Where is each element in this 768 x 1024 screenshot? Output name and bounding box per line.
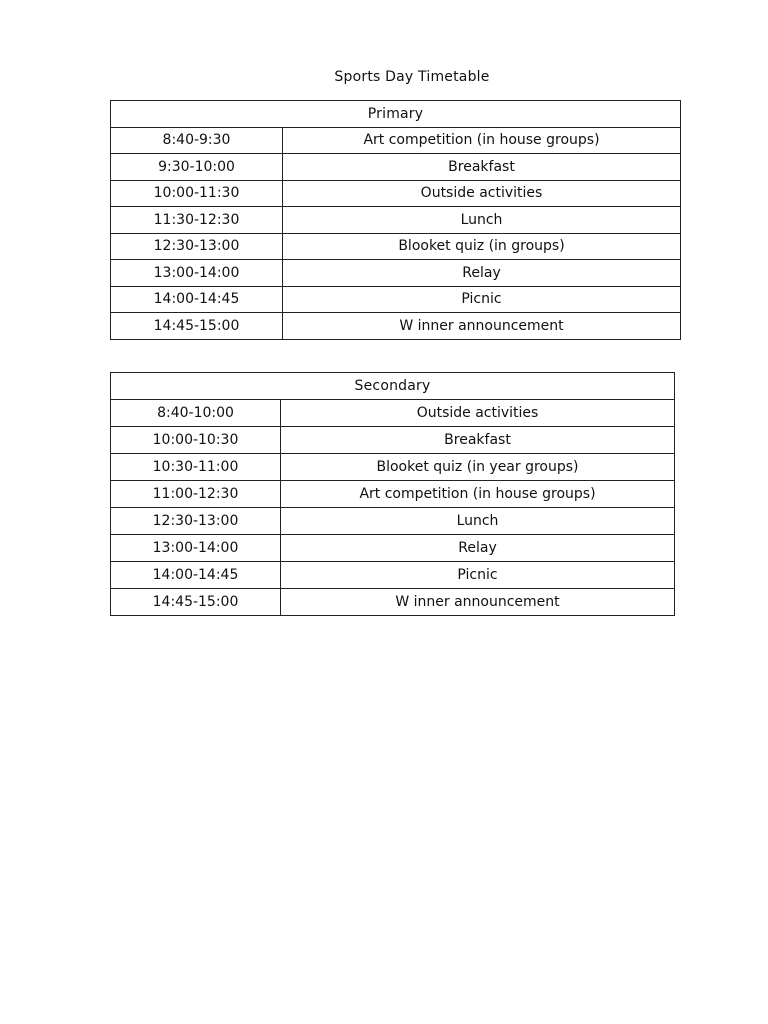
activity-cell: Relay — [281, 535, 675, 562]
activity-cell: Art competition (in house groups) — [281, 481, 675, 508]
time-cell: 13:00-14:00 — [111, 535, 281, 562]
activity-cell: Outside activities — [281, 400, 675, 427]
primary-timetable — [110, 100, 681, 340]
time-cell: 8:40-10:00 — [111, 400, 281, 427]
activity-cell: Blooket quiz (in year groups) — [281, 454, 675, 481]
activity-cell: Relay — [283, 260, 681, 287]
time-cell: 11:00-12:30 — [111, 481, 281, 508]
time-cell: 11:30-12:30 — [111, 207, 283, 234]
time-cell: 14:45-15:00 — [111, 313, 283, 340]
table-row — [111, 481, 675, 508]
table-row — [111, 313, 681, 340]
time-cell: 13:00-14:00 — [111, 260, 283, 287]
time-cell: 12:30-13:00 — [111, 233, 283, 260]
activity-cell: Picnic — [283, 286, 681, 313]
activity-cell: Outside activities — [283, 180, 681, 207]
table-row — [111, 589, 675, 616]
table-header-row — [111, 373, 675, 400]
table-row — [111, 233, 681, 260]
activity-cell: Breakfast — [283, 154, 681, 181]
time-cell: 14:00-14:45 — [111, 286, 283, 313]
activity-cell: W inner announcement — [281, 589, 675, 616]
activity-cell: Art competition (in house groups) — [283, 127, 681, 154]
time-cell: 14:45-15:00 — [111, 589, 281, 616]
table-row — [111, 508, 675, 535]
activity-cell: Lunch — [283, 207, 681, 234]
activity-cell: Lunch — [281, 508, 675, 535]
table-row — [111, 127, 681, 154]
table-row — [111, 535, 675, 562]
table-row — [111, 180, 681, 207]
time-cell: 12:30-13:00 — [111, 508, 281, 535]
time-cell: 10:00-10:30 — [111, 427, 281, 454]
activity-cell: Blooket quiz (in groups) — [283, 233, 681, 260]
document-title: Sports Day Timetable — [334, 69, 490, 85]
primary-heading: Primary — [111, 101, 681, 128]
table-row — [111, 207, 681, 234]
time-cell: 10:00-11:30 — [111, 180, 283, 207]
time-cell: 14:00-14:45 — [111, 562, 281, 589]
table-row — [111, 286, 681, 313]
time-cell: 9:30-10:00 — [111, 154, 283, 181]
time-cell: 10:30-11:00 — [111, 454, 281, 481]
table-row — [111, 454, 675, 481]
secondary-heading: Secondary — [111, 373, 675, 400]
secondary-timetable — [110, 372, 675, 616]
time-cell: 8:40-9:30 — [111, 127, 283, 154]
table-row — [111, 562, 675, 589]
table-row — [111, 154, 681, 181]
activity-cell: W inner announcement — [283, 313, 681, 340]
table-row — [111, 427, 675, 454]
table-row — [111, 400, 675, 427]
activity-cell: Breakfast — [281, 427, 675, 454]
activity-cell: Picnic — [281, 562, 675, 589]
table-row — [111, 260, 681, 287]
table-header-row — [111, 101, 681, 128]
